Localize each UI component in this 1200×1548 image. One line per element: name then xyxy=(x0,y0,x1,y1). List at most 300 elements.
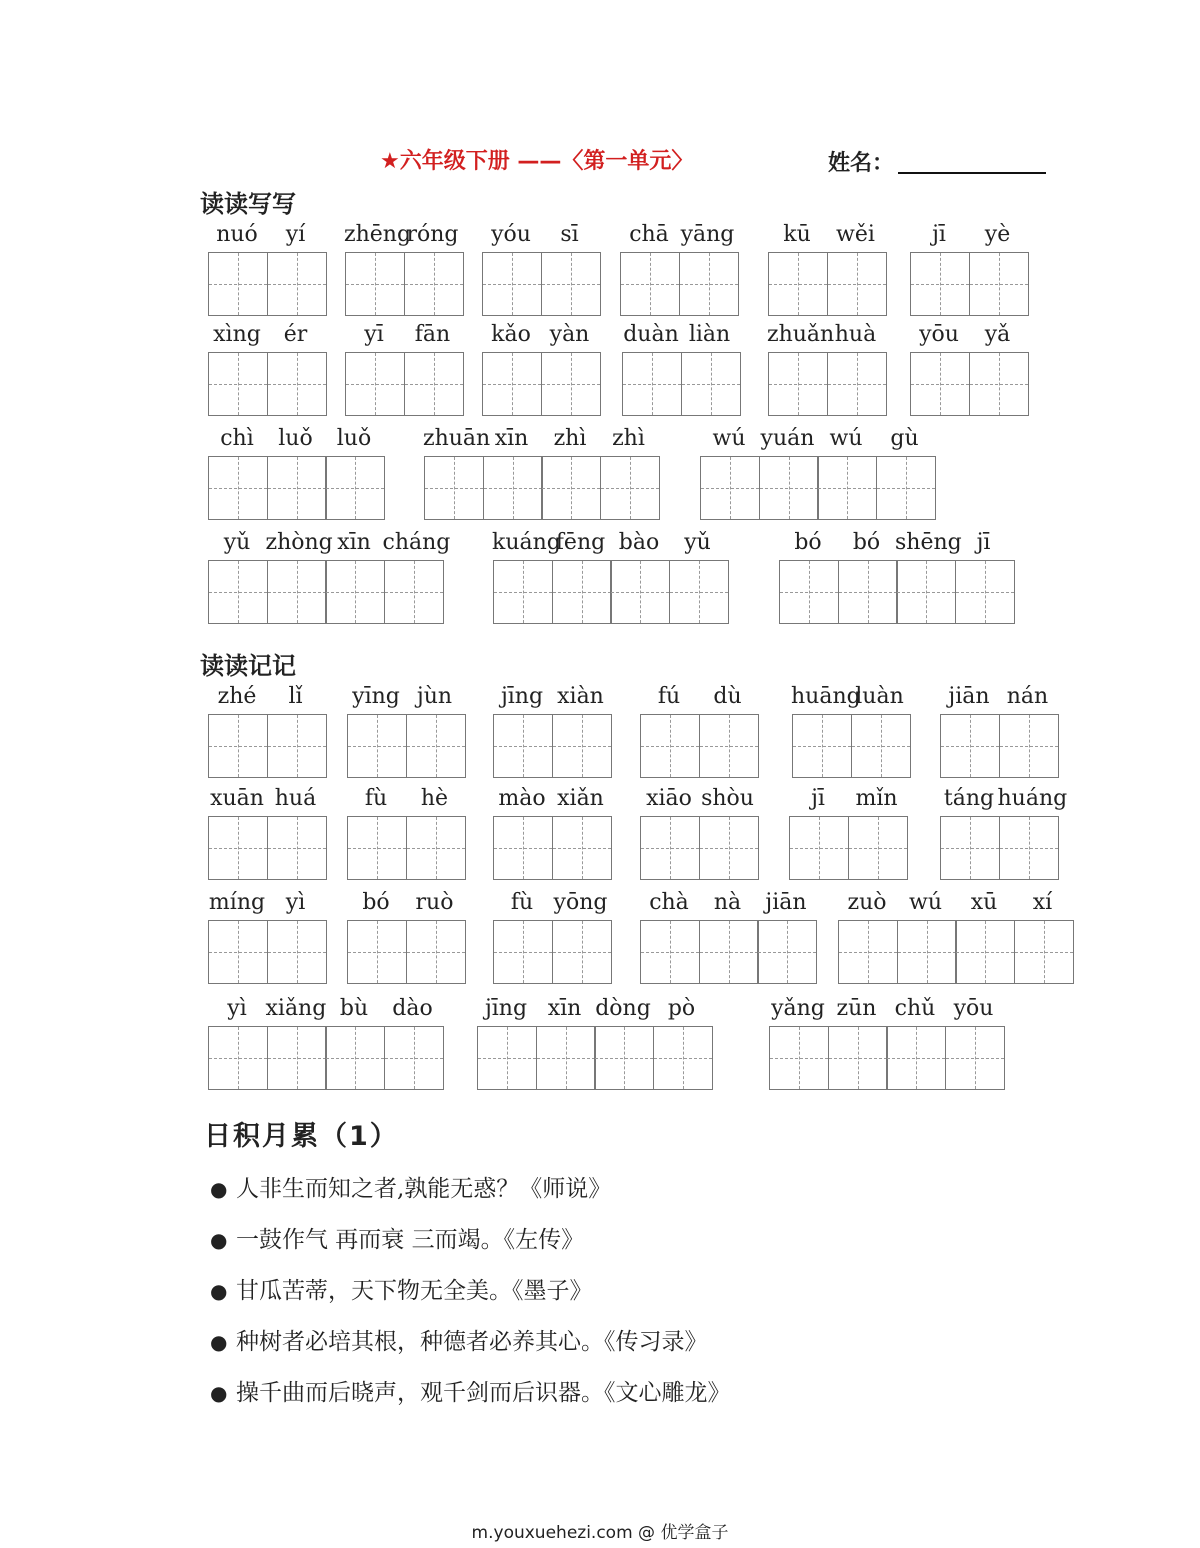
writing-box[interactable] xyxy=(208,456,268,520)
pinyin-syllable: huà xyxy=(834,322,877,347)
pinyin-syllable: fù xyxy=(510,890,534,915)
tianzige-boxes xyxy=(493,714,610,778)
writing-box[interactable] xyxy=(345,252,405,316)
word-group xyxy=(789,786,906,880)
pinyin-syllable: nà xyxy=(713,890,742,915)
pinyin-syllable: yīng xyxy=(352,684,400,709)
writing-box[interactable] xyxy=(886,1026,946,1090)
writing-box[interactable] xyxy=(969,252,1029,316)
pinyin-syllable: yōu xyxy=(919,322,959,347)
pinyin-syllable: yǎng xyxy=(771,996,825,1021)
word-group xyxy=(493,786,610,880)
word-group xyxy=(940,684,1057,778)
pinyin-syllable: yǔ xyxy=(684,530,711,555)
writing-box[interactable] xyxy=(640,816,700,880)
word-group xyxy=(208,786,325,880)
writing-box[interactable] xyxy=(267,456,327,520)
pinyin-syllable: yǎ xyxy=(984,322,1011,347)
pinyin-row xyxy=(493,786,610,814)
pinyin-row xyxy=(208,530,451,558)
word-group xyxy=(345,322,462,416)
writing-box[interactable] xyxy=(208,252,268,316)
tianzige-boxes xyxy=(347,920,464,984)
pinyin-syllable: jī xyxy=(932,222,946,247)
writing-box[interactable] xyxy=(384,560,444,624)
pinyin-syllable: xīn xyxy=(337,530,371,555)
pinyin-syllable: yè xyxy=(984,222,1011,247)
writing-box[interactable] xyxy=(827,252,887,316)
pinyin-syllable: táng xyxy=(943,786,995,811)
word-group xyxy=(493,684,610,778)
writing-box[interactable] xyxy=(848,816,908,880)
writing-box[interactable] xyxy=(910,352,970,416)
tianzige-boxes xyxy=(769,1026,1003,1090)
pinyin-syllable: yí xyxy=(285,222,306,247)
writing-box[interactable] xyxy=(325,456,385,520)
writing-box[interactable] xyxy=(493,816,553,880)
tianzige-boxes xyxy=(640,816,757,880)
quote-text: 一鼓作气 再而衰 三而竭。《左传》 xyxy=(236,1227,585,1253)
pinyin-syllable: zuò xyxy=(847,890,887,915)
writing-box[interactable] xyxy=(896,560,956,624)
tianzige-boxes xyxy=(208,816,325,880)
pinyin-syllable: fēng xyxy=(555,530,606,555)
tianzige-boxes xyxy=(424,456,658,520)
writing-box[interactable] xyxy=(700,456,760,520)
tianzige-boxes xyxy=(779,560,1013,624)
writing-box[interactable] xyxy=(640,714,700,778)
tianzige-boxes xyxy=(792,714,909,778)
pinyin-syllable: hè xyxy=(420,786,449,811)
word-group xyxy=(768,322,885,416)
pinyin-syllable: chì xyxy=(220,426,254,451)
pinyin-row xyxy=(700,426,934,454)
writing-box[interactable] xyxy=(955,920,1015,984)
quote-text: 种树者必培其根，种德者必养其心。《传习录》 xyxy=(236,1329,708,1355)
pinyin-syllable: zhēng xyxy=(344,222,412,247)
writing-box[interactable] xyxy=(267,252,327,316)
tianzige-boxes xyxy=(208,456,384,520)
writing-box[interactable] xyxy=(347,816,407,880)
word-group xyxy=(838,890,1072,984)
pinyin-syllable: ér xyxy=(283,322,308,347)
pinyin-row xyxy=(640,684,757,712)
tianzige-boxes xyxy=(768,352,885,416)
writing-box[interactable] xyxy=(208,816,268,880)
pinyin-syllable: yī xyxy=(364,322,384,347)
pinyin-syllable: cháng xyxy=(382,530,451,555)
word-group xyxy=(345,222,462,316)
pinyin-row xyxy=(622,322,739,350)
word-group xyxy=(640,890,816,984)
writing-box[interactable] xyxy=(910,252,970,316)
pinyin-syllable: jī xyxy=(811,786,825,811)
pinyin-syllable: luǒ xyxy=(336,426,372,451)
word-group xyxy=(347,684,464,778)
pinyin-syllable: bó xyxy=(852,530,881,555)
pinyin-row xyxy=(482,322,599,350)
writing-box[interactable] xyxy=(325,1026,385,1090)
pinyin-syllable: xiāo xyxy=(646,786,692,811)
word-group xyxy=(208,996,442,1090)
pinyin-row xyxy=(620,222,737,250)
tianzige-boxes xyxy=(640,714,757,778)
pinyin-syllable: gù xyxy=(890,426,919,451)
pinyin-syllable: xiǎn xyxy=(557,786,604,811)
writing-box[interactable] xyxy=(838,920,898,984)
writing-box[interactable] xyxy=(699,714,759,778)
writing-box[interactable] xyxy=(940,816,1000,880)
pinyin-syllable: yǔ xyxy=(223,530,251,555)
pinyin-syllable: sī xyxy=(560,222,579,247)
pinyin-syllable: xí xyxy=(1032,890,1053,915)
writing-box[interactable] xyxy=(640,920,700,984)
quote-item xyxy=(210,1170,611,1203)
writing-box[interactable] xyxy=(759,456,819,520)
tianzige-boxes xyxy=(345,352,462,416)
writing-box[interactable] xyxy=(541,252,601,316)
tianzige-boxes xyxy=(347,816,464,880)
tianzige-boxes xyxy=(477,1026,711,1090)
pinyin-row xyxy=(493,530,727,558)
pinyin-syllable: zhé xyxy=(217,684,257,709)
tianzige-boxes xyxy=(208,252,325,316)
section-title-dudu-jiji: 读读记记 xyxy=(200,652,296,680)
writing-box[interactable] xyxy=(267,714,327,778)
pinyin-syllable: lǐ xyxy=(288,684,303,709)
pinyin-syllable: jiān xyxy=(948,684,990,709)
pinyin-syllable: xīn xyxy=(494,426,529,451)
pinyin-syllable: jīng xyxy=(484,996,528,1021)
footer-source: m.youxuehezi.com @ 优学盒子 xyxy=(471,1523,729,1543)
word-group xyxy=(208,322,325,416)
pinyin-syllable: bó xyxy=(794,530,822,555)
pinyin-row xyxy=(940,684,1057,712)
quote-text: 甘瓜苦蒂，天下物无全美。《墨子》 xyxy=(236,1278,593,1304)
writing-box[interactable] xyxy=(681,352,741,416)
tianzige-boxes xyxy=(768,252,885,316)
pinyin-syllable: fú xyxy=(657,684,681,709)
pinyin-syllable: zhòng xyxy=(265,530,333,555)
pinyin-row xyxy=(347,786,464,814)
pinyin-syllable: huáng xyxy=(997,786,1068,811)
tianzige-boxes xyxy=(482,352,599,416)
word-group xyxy=(493,890,610,984)
tianzige-boxes xyxy=(910,252,1027,316)
pinyin-syllable: jùn xyxy=(416,684,453,709)
pinyin-syllable: zhì xyxy=(553,426,587,451)
word-group xyxy=(482,322,599,416)
tianzige-boxes xyxy=(208,560,442,624)
pinyin-row xyxy=(482,222,599,250)
tianzige-boxes xyxy=(493,920,610,984)
tianzige-boxes xyxy=(482,252,599,316)
pinyin-syllable: yōu xyxy=(953,996,994,1021)
writing-box[interactable] xyxy=(838,560,898,624)
writing-box[interactable] xyxy=(541,456,601,520)
writing-box[interactable] xyxy=(404,352,464,416)
quote-item xyxy=(210,1323,708,1356)
pinyin-syllable: chà xyxy=(649,890,689,915)
quote-item xyxy=(210,1221,584,1254)
pinyin-syllable: xìng xyxy=(213,322,261,347)
pinyin-row xyxy=(910,322,1027,350)
tianzige-boxes xyxy=(208,920,325,984)
pinyin-row xyxy=(493,684,610,712)
word-group xyxy=(208,222,325,316)
writing-box[interactable] xyxy=(552,560,612,624)
writing-box[interactable] xyxy=(208,352,268,416)
word-group xyxy=(779,530,1013,624)
writing-box[interactable] xyxy=(536,1026,596,1090)
pinyin-syllable: fù xyxy=(364,786,388,811)
pinyin-row xyxy=(493,890,610,918)
pinyin-syllable: wú xyxy=(909,890,942,915)
writing-box[interactable] xyxy=(552,816,612,880)
pinyin-syllable: pò xyxy=(667,996,696,1021)
pinyin-syllable: luàn xyxy=(855,684,904,709)
word-group xyxy=(700,426,934,520)
pinyin-syllable: xīn xyxy=(547,996,582,1021)
writing-box[interactable] xyxy=(208,1026,268,1090)
writing-box[interactable] xyxy=(779,560,839,624)
pinyin-syllable: luǒ xyxy=(278,426,313,451)
pinyin-syllable: wěi xyxy=(836,222,875,247)
word-group xyxy=(493,530,727,624)
tianzige-boxes xyxy=(910,352,1027,416)
writing-box[interactable] xyxy=(541,352,601,416)
tianzige-boxes xyxy=(838,920,1072,984)
pinyin-syllable: yì xyxy=(285,890,306,915)
writing-box[interactable] xyxy=(208,560,268,624)
writing-box[interactable] xyxy=(208,920,268,984)
tianzige-boxes xyxy=(345,252,462,316)
quote-item xyxy=(210,1272,593,1305)
pinyin-syllable: yōng xyxy=(553,890,608,915)
pinyin-syllable: nán xyxy=(1006,684,1049,709)
tianzige-boxes xyxy=(940,714,1057,778)
pinyin-row xyxy=(768,222,885,250)
pinyin-row xyxy=(910,222,1027,250)
pinyin-syllable: xiàn xyxy=(557,684,604,709)
writing-box[interactable] xyxy=(208,714,268,778)
name-label: 姓名： xyxy=(828,151,895,176)
writing-box[interactable] xyxy=(851,714,911,778)
writing-box[interactable] xyxy=(384,1026,444,1090)
writing-box[interactable] xyxy=(424,456,484,520)
writing-box[interactable] xyxy=(552,920,612,984)
writing-box[interactable] xyxy=(792,714,852,778)
name-input-line[interactable] xyxy=(898,172,1046,174)
pinyin-row xyxy=(208,222,325,250)
pinyin-row xyxy=(347,890,464,918)
pinyin-syllable: róng xyxy=(406,222,459,247)
pinyin-syllable: yàn xyxy=(549,322,590,347)
pinyin-syllable: jiān xyxy=(765,890,807,915)
word-group xyxy=(347,890,464,984)
writing-box[interactable] xyxy=(817,456,877,520)
writing-box[interactable] xyxy=(679,252,739,316)
writing-box[interactable] xyxy=(267,560,327,624)
writing-box[interactable] xyxy=(610,560,670,624)
pinyin-syllable: dào xyxy=(392,996,433,1021)
writing-box[interactable] xyxy=(757,920,817,984)
word-group xyxy=(792,684,909,778)
quote-item xyxy=(210,1374,731,1407)
pinyin-syllable: shēng xyxy=(895,530,962,555)
writing-box[interactable] xyxy=(828,1026,888,1090)
pinyin-syllable: ruò xyxy=(415,890,454,915)
writing-box[interactable] xyxy=(347,920,407,984)
pinyin-syllable: mǐn xyxy=(855,786,898,811)
word-group xyxy=(424,426,658,520)
pinyin-syllable: yóu xyxy=(491,222,531,247)
pinyin-row xyxy=(208,786,325,814)
writing-box[interactable] xyxy=(897,920,957,984)
writing-box[interactable] xyxy=(876,456,936,520)
writing-box[interactable] xyxy=(622,352,682,416)
pinyin-syllable: yāng xyxy=(680,222,735,247)
writing-box[interactable] xyxy=(267,816,327,880)
word-group xyxy=(208,426,384,520)
writing-box[interactable] xyxy=(406,920,466,984)
tianzige-boxes xyxy=(493,560,727,624)
writing-box[interactable] xyxy=(969,352,1029,416)
pinyin-syllable: yì xyxy=(227,996,247,1021)
word-group xyxy=(640,684,757,778)
writing-box[interactable] xyxy=(483,456,543,520)
pinyin-syllable: mào xyxy=(498,786,546,811)
pinyin-syllable: bào xyxy=(618,530,660,555)
writing-box[interactable] xyxy=(940,714,1000,778)
writing-box[interactable] xyxy=(769,1026,829,1090)
pinyin-row xyxy=(940,786,1068,814)
pinyin-row xyxy=(792,684,909,712)
writing-box[interactable] xyxy=(999,816,1059,880)
pinyin-row xyxy=(640,786,757,814)
writing-box[interactable] xyxy=(493,920,553,984)
pinyin-row xyxy=(779,530,1013,558)
pinyin-syllable: zhì xyxy=(612,426,645,451)
tianzige-boxes xyxy=(493,816,610,880)
writing-box[interactable] xyxy=(699,920,759,984)
pinyin-row xyxy=(477,996,711,1024)
writing-box[interactable] xyxy=(267,352,327,416)
word-group xyxy=(768,222,885,316)
writing-box[interactable] xyxy=(404,252,464,316)
word-group xyxy=(910,222,1027,316)
word-group xyxy=(208,530,451,624)
writing-box[interactable] xyxy=(325,560,385,624)
writing-box[interactable] xyxy=(1014,920,1074,984)
word-group xyxy=(940,786,1068,880)
writing-box[interactable] xyxy=(552,714,612,778)
bullet-icon: ● xyxy=(210,1228,228,1252)
pinyin-row xyxy=(208,890,325,918)
writing-box[interactable] xyxy=(600,456,660,520)
tianzige-boxes xyxy=(208,714,325,778)
pinyin-syllable: xuān xyxy=(210,786,264,811)
writing-box[interactable] xyxy=(493,560,553,624)
bullet-icon: ● xyxy=(210,1330,228,1354)
writing-box[interactable] xyxy=(999,714,1059,778)
writing-box[interactable] xyxy=(482,352,542,416)
pinyin-row xyxy=(208,426,384,454)
writing-box[interactable] xyxy=(620,252,680,316)
word-group xyxy=(640,786,757,880)
pinyin-syllable: duàn xyxy=(623,322,679,347)
section-title-rijiyuelei: 日积月累（1） xyxy=(204,1121,399,1152)
writing-box[interactable] xyxy=(594,1026,654,1090)
tianzige-boxes xyxy=(789,816,906,880)
word-group xyxy=(769,996,1003,1090)
pinyin-row xyxy=(640,890,816,918)
word-group xyxy=(482,222,599,316)
writing-box[interactable] xyxy=(699,816,759,880)
pinyin-row xyxy=(768,322,885,350)
writing-box[interactable] xyxy=(768,352,828,416)
pinyin-row xyxy=(789,786,906,814)
writing-box[interactable] xyxy=(406,816,466,880)
tianzige-boxes xyxy=(347,714,464,778)
pinyin-row xyxy=(208,996,442,1024)
writing-box[interactable] xyxy=(669,560,729,624)
pinyin-syllable: chǔ xyxy=(894,996,936,1021)
pinyin-syllable: wú xyxy=(829,426,863,451)
writing-box[interactable] xyxy=(347,714,407,778)
pinyin-row xyxy=(769,996,1003,1024)
pinyin-syllable: dòng xyxy=(595,996,651,1021)
word-group xyxy=(910,322,1027,416)
pinyin-syllable: bù xyxy=(339,996,369,1021)
writing-box[interactable] xyxy=(406,714,466,778)
writing-box[interactable] xyxy=(827,352,887,416)
quote-text: 操千曲而后晓声，观千剑而后识器。《文心雕龙》 xyxy=(236,1380,731,1406)
writing-box[interactable] xyxy=(653,1026,713,1090)
writing-box[interactable] xyxy=(955,560,1015,624)
word-group xyxy=(477,996,711,1090)
pinyin-syllable: dù xyxy=(713,684,742,709)
writing-box[interactable] xyxy=(482,252,542,316)
pinyin-syllable: huá xyxy=(274,786,317,811)
pinyin-syllable: nuó xyxy=(216,222,258,247)
pinyin-syllable: kū xyxy=(783,222,811,247)
pinyin-syllable: xū xyxy=(970,890,998,915)
pinyin-row xyxy=(424,426,658,454)
tianzige-boxes xyxy=(208,1026,442,1090)
writing-box[interactable] xyxy=(789,816,849,880)
writing-box[interactable] xyxy=(345,352,405,416)
tianzige-boxes xyxy=(208,352,325,416)
pinyin-syllable: míng xyxy=(208,890,266,915)
quote-text: 人非生而知之者,孰能无惑？《师说》 xyxy=(236,1176,612,1202)
word-group xyxy=(622,322,739,416)
writing-box[interactable] xyxy=(267,920,327,984)
pinyin-row xyxy=(838,890,1072,918)
writing-box[interactable] xyxy=(945,1026,1005,1090)
pinyin-syllable: yuán xyxy=(760,426,815,451)
pinyin-row xyxy=(345,222,462,250)
writing-box[interactable] xyxy=(477,1026,537,1090)
tianzige-boxes xyxy=(700,456,934,520)
pinyin-syllable: liàn xyxy=(688,322,731,347)
writing-box[interactable] xyxy=(493,714,553,778)
writing-box[interactable] xyxy=(768,252,828,316)
word-group xyxy=(347,786,464,880)
pinyin-syllable: bó xyxy=(362,890,390,915)
pinyin-syllable: huāng xyxy=(791,684,861,709)
writing-box[interactable] xyxy=(267,1026,327,1090)
